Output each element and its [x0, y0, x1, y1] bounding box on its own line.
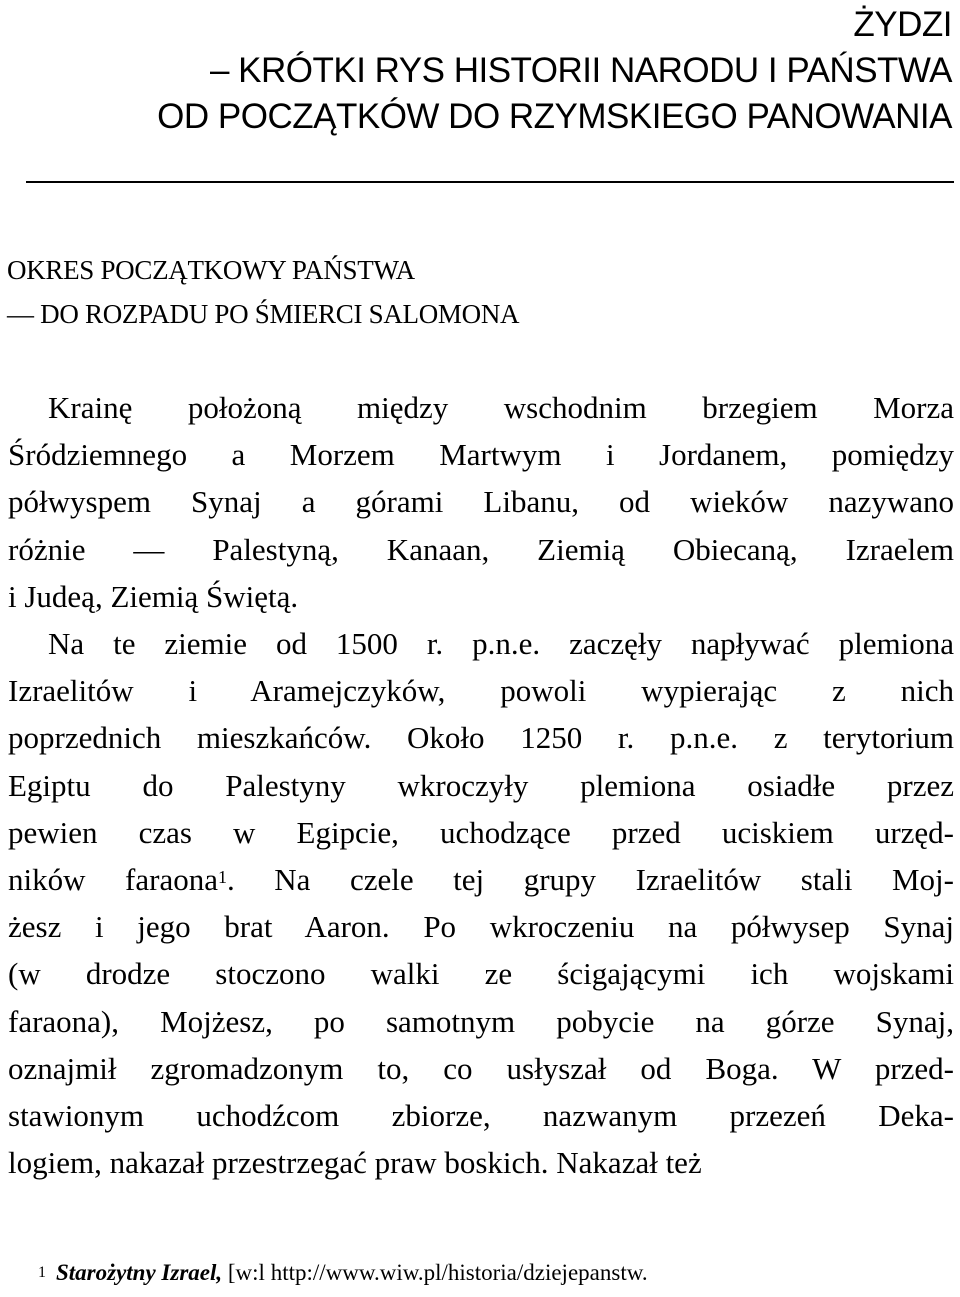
text-line: pewien czas w Egipcie, uchodzące przed uciskiem urzęd- [8, 814, 954, 850]
title-divider [26, 181, 954, 183]
text-line: Krainę położoną między wschodnim brzegiem Morza [48, 390, 954, 425]
footnote-text: [w:l http://www.wiw.pl/historia/dziejepanstw. [222, 1260, 648, 1285]
text-line: stawionym uchodźcom zbiorze, nazwanym przezeń Deka- [8, 1098, 954, 1134]
title-line: ŻYDZI [853, 5, 952, 44]
text-line: logiem, nakazał przestrzegać praw boskich. Nakazał też [8, 1145, 702, 1181]
text-line: (w drodze stoczono walki ze ścigającymi ich wojskami [8, 956, 954, 992]
text-line: Izraelitów i Aramejczyków, powoli wypierając z nich [8, 673, 954, 709]
text-line: Egiptu do Palestyny wkroczyły plemiona osiadłe przez [8, 767, 954, 803]
section-heading-line: — DO ROZPADU PO ŚMIERCI SALOMONA [7, 299, 520, 329]
footnote-source-title: Starożytny Izrael, [56, 1260, 223, 1285]
title-line: – KRÓTKI RYS HISTORII NARODU I PAŃSTWA [209, 51, 952, 90]
text-line: żesz i jego brat Aaron. Po wkroczeniu na półwysep Synaj [8, 909, 954, 945]
text-line: faraona), Mojżesz, po samotnym pobycie na górze Synaj, [8, 1003, 954, 1039]
text-line: różnie — Palestyną, Kanaan, Ziemią Obiecaną, Izraelem [8, 531, 954, 567]
text-line-with-footnote [8, 856, 954, 903]
text-line: poprzednich mieszkańców. Około 1250 r. p.n.e. z terytorium [8, 720, 954, 756]
section-heading [7, 248, 519, 336]
section-heading-line: OKRES POCZĄTKOWY PAŃSTWA [7, 255, 415, 285]
text-line: Śródziemnego a Morzem Martwym i Jordanem, pomiędzy [8, 437, 954, 473]
text-line: oznajmił zgromadzonym to, co usłyszał od Boga. W przed- [8, 1050, 954, 1086]
text-fragment: . Na czele tej grupy Izraelitów stali Moj- [226, 862, 954, 898]
document-title [157, 2, 952, 140]
title-line: OD POCZĄTKÓW DO RZYMSKIEGO PANOWANIA [157, 97, 952, 136]
text-line: Na te ziemie od 1500 r. p.n.e. zaczęły napływać plemiona [48, 626, 954, 662]
text-fragment: ników faraona [8, 862, 218, 898]
footnote-reference[interactable]: 1 [217, 867, 227, 888]
body-text [8, 384, 954, 1186]
footnote-number: 1 [38, 1264, 46, 1281]
text-line: i Judeą, Ziemią Świętą. [8, 578, 299, 614]
footnote [38, 1258, 648, 1288]
text-line: półwyspem Synaj a górami Libanu, od wieków nazywano [8, 484, 954, 520]
